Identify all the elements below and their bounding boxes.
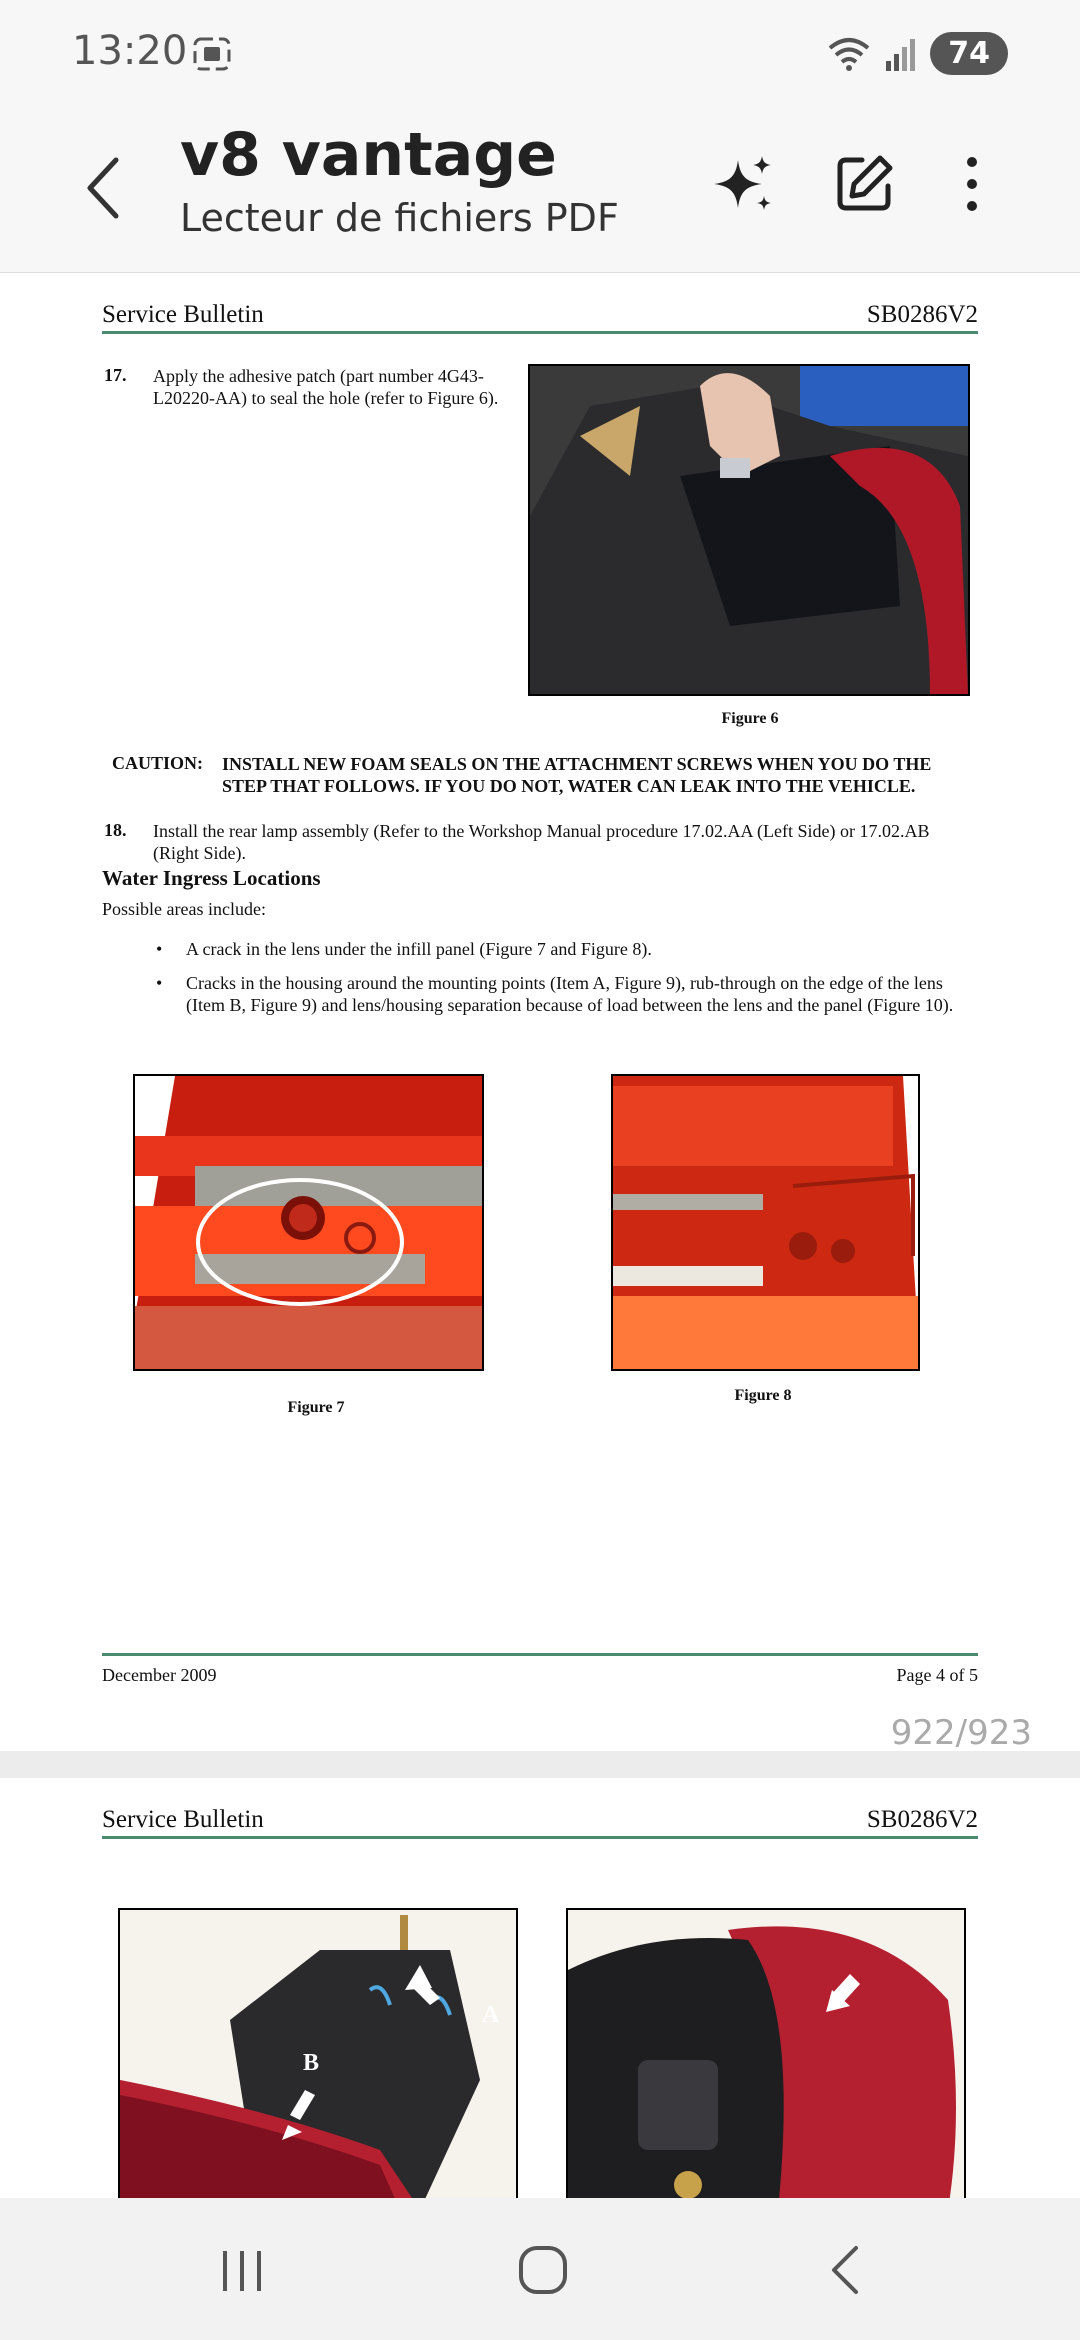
ai-assist-button[interactable] [704,144,784,224]
figure-6-caption: Figure 6 [721,710,779,727]
screenshot-icon [192,36,232,72]
edit-button[interactable] [824,144,904,224]
more-vert-icon [962,152,982,216]
step-17-number: 17. [104,365,127,385]
status-time: 13:20 [72,28,188,74]
app-bar [0,100,1080,273]
recent-apps-button[interactable] [202,2238,282,2302]
footer-date: December 2009 [102,1665,217,1685]
caution-label: CAUTION: [112,753,204,773]
page-header [102,1796,978,1839]
back-arrow-icon [80,148,130,228]
chevron-left-icon [826,2242,866,2298]
header-code: SB0286V2 [866,301,978,328]
section-intro: Possible areas include: [102,899,266,919]
figure-6-image [528,364,970,696]
bullet-text: Cracks in the housing around the mounting points (Item A, Figure 9), rub-through on the edge of the lens (Item B, Figure 9) and lens/housing separation because of load between the lens and the panel (Figure 10). [186,973,954,1015]
signal-icon [884,37,918,71]
label-a: A [482,2002,500,2028]
figure-8-image [611,1074,920,1371]
step-18-text: Install the rear lamp assembly (Refer to the Workshop Manual procedure 17.02.AA (Left Side) or 17.02.AB (Right Side). [153,821,930,863]
sparkle-icon [712,152,776,216]
step-17-text: Apply the adhesive patch (part number 4G43-L20220-AA) to seal the hole (refer to Figure 6). [153,366,499,408]
recent-apps-icon [217,2245,267,2295]
wifi-icon [826,36,872,72]
system-back-button[interactable] [806,2238,886,2302]
bullet-dot: • [156,973,163,993]
pdf-page-1[interactable] [0,273,1080,1751]
caution-text: INSTALL NEW FOAM SEALS ON THE ATTACHMENT SCREWS WHEN YOU DO THE STEP THAT FOLLOWS. IF YOU DO NOT, WATER CAN LEAK INTO THE VEHICLE. [222,754,932,796]
bullet-item [156,972,976,1016]
bullet-text: A crack in the lens under the infill panel (Figure 7 and Figure 8). [186,939,652,959]
footer-divider [102,1653,978,1656]
section-title: Water Ingress Locations [102,866,321,890]
pdf-page-2[interactable] [0,1778,1080,2198]
footer-page-number: Page 4 of 5 [896,1665,978,1685]
back-button[interactable] [80,148,130,228]
edit-icon [832,152,896,216]
header-title: Service Bulletin [102,301,264,328]
bullet-item [156,938,976,960]
status-icons [826,32,1008,75]
more-options-button[interactable] [932,144,1012,224]
figure-9-image [118,1908,518,2212]
figure-7-image [133,1074,484,1371]
page-counter: 922/923 [890,1713,1032,1753]
header-code: SB0286V2 [866,1806,978,1833]
header-title: Service Bulletin [102,1806,264,1833]
home-icon [517,2244,569,2296]
figure-7-caption: Figure 7 [287,1399,345,1416]
figure-8-caption: Figure 8 [734,1387,792,1404]
document-title: v8 vantage [180,120,557,190]
app-subtitle: Lecteur de fichiers PDF [180,196,619,240]
home-button[interactable] [503,2238,583,2302]
page-header [102,291,978,334]
battery-indicator: 74 [930,32,1008,75]
bullet-dot: • [156,939,163,959]
label-b: B [303,2050,320,2076]
step-18-number: 18. [104,820,127,840]
system-nav-bar [0,2198,1080,2340]
figure-10-image [566,1908,966,2212]
status-bar [0,0,1080,100]
